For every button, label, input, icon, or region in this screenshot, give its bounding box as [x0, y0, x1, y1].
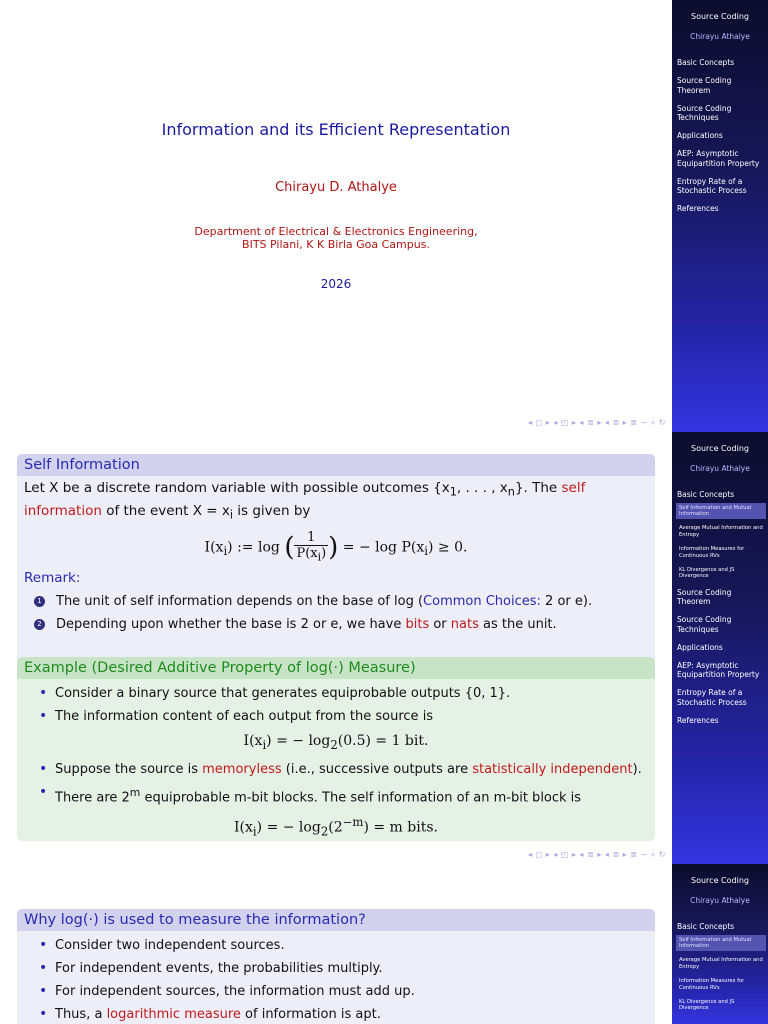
block-body: [17, 679, 655, 841]
sidebar-subitem-average-mutual-information[interactable]: Average Mutual Information and Entropy: [679, 957, 763, 970]
list-item: • The information content of each output from the source is: [24, 707, 648, 726]
sidebar-item-references[interactable]: References: [677, 204, 719, 213]
navigation-bar[interactable]: ◂ ◻ ▸ ◂ ◰ ▸ ◂ ≣ ▸ ◂ ≣ ▸ ≣ ∽ ⌕ ↻: [528, 850, 666, 859]
highlight-statistically-independent: statistically independent: [472, 761, 633, 777]
sidebar-item-basic-concepts[interactable]: Basic Concepts: [677, 922, 735, 931]
text-span: , . . . , x: [456, 480, 508, 496]
sidebar-item-source-coding-theorem[interactable]: Source Coding Theorem: [677, 76, 732, 95]
formula-part: I(x: [243, 733, 263, 749]
self-information-slide: [0, 432, 768, 864]
example-formula-2: [24, 811, 648, 841]
text-span: as the unit.: [478, 616, 557, 632]
sidebar-subitem-self-information[interactable]: Self Information and Mutual Information: [676, 503, 766, 520]
formula-part: ) ≥ 0.: [427, 539, 468, 556]
sidebar: [672, 0, 768, 432]
text-span: of information is apt.: [240, 1007, 381, 1022]
list-item: [24, 592, 648, 611]
navigation-bar[interactable]: ◂ ◻ ▸ ◂ ◰ ▸ ◂ ≣ ▸ ◂ ≣ ▸ ≣ ∽ ⌕ ↻: [528, 418, 666, 427]
formula-part: = − log P(x: [342, 539, 425, 556]
text-span: Suppose the source is: [55, 761, 203, 777]
sidebar-course-title[interactable]: Source Coding: [691, 876, 749, 885]
block-title: Self Information: [17, 454, 655, 476]
institute: [0, 225, 672, 251]
highlight-nats: nats: [450, 616, 479, 632]
example-list: [24, 684, 648, 726]
author-name: Chirayu D. Athalye: [275, 180, 397, 195]
highlight-common-choices: Common Choices:: [423, 593, 541, 609]
block-body: [17, 931, 655, 1024]
superscript: −m: [342, 815, 364, 830]
slide-content: [0, 432, 672, 864]
formula-part: (2: [328, 819, 343, 836]
list-item: [24, 783, 648, 807]
institute-line-1: Department of Electrical & Electronics Engineering,: [194, 225, 478, 238]
sidebar-course-title[interactable]: Source Coding: [691, 444, 749, 453]
highlight-memoryless: memoryless: [202, 761, 282, 777]
formula-part: P(x: [296, 546, 318, 562]
subscript: i: [317, 550, 322, 564]
formula-part: I(x: [204, 539, 224, 556]
sidebar-subsection-list: [677, 935, 766, 1014]
sidebar-course-title[interactable]: Source Coding: [691, 12, 749, 21]
sidebar-item-source-coding-techniques[interactable]: Source Coding Techniques: [677, 103, 732, 122]
formula-part: (0.5) = 1 bit.: [337, 733, 429, 749]
number-bullet-icon: 2: [34, 619, 45, 630]
denominator: [294, 546, 328, 565]
sidebar-item-aep[interactable]: AEP: Asymptotic Equipartition Property: [677, 149, 760, 168]
subscript: 2: [330, 737, 338, 752]
list-item: • For independent events, the probabilities multiply.: [24, 959, 648, 978]
presentation-date: 2026: [320, 277, 352, 291]
example-list: [24, 760, 648, 807]
sidebar-subitem-kl-divergence[interactable]: KL Divergence and JS Divergence: [679, 566, 735, 580]
remark-heading: Remark:: [24, 569, 81, 586]
formula-part: ): [321, 546, 327, 562]
definition-text: [24, 479, 648, 524]
sidebar-section-list: [677, 922, 766, 1020]
sidebar-item-entropy-rate[interactable]: Entropy Rate of a Stochastic Process: [677, 176, 747, 195]
text-span: 2 or e).: [540, 593, 593, 609]
left-paren: (: [284, 532, 295, 563]
text-span: There are 2: [55, 790, 130, 806]
right-paren: ): [328, 532, 339, 563]
sidebar-subitem-average-mutual-information[interactable]: Average Mutual Information and Entropy: [679, 525, 763, 538]
sidebar-author[interactable]: Chirayu Athalye: [690, 464, 750, 473]
why-log-block: [17, 909, 655, 1024]
self-information-block: [17, 454, 655, 678]
example-formula-1: [24, 730, 648, 756]
block-title: Why log(·) is used to measure the information?: [17, 909, 655, 931]
sidebar-item-basic-concepts[interactable]: Basic Concepts: [677, 58, 735, 67]
text-span: }. The: [514, 480, 562, 496]
sidebar-section-list: [677, 58, 766, 222]
sidebar-subitem-kl-divergence[interactable]: KL Divergence and JS Divergence: [679, 998, 735, 1012]
highlight-self-information: self information: [24, 480, 586, 519]
formula-part: ) := log: [227, 539, 280, 556]
sidebar-item-references[interactable]: References: [677, 715, 719, 725]
title-slide: [0, 0, 768, 432]
text-span: equiprobable m-bit blocks. The self information of an m-bit block is: [140, 790, 582, 806]
sidebar-item-basic-concepts[interactable]: Basic Concepts: [677, 490, 735, 499]
subscript: 2: [320, 824, 329, 839]
numerator: 1: [294, 530, 328, 546]
sidebar-item-entropy-rate[interactable]: Entropy Rate of a Stochastic Process: [677, 688, 747, 707]
subscript: 1: [449, 485, 457, 499]
highlight-bits: bits: [405, 616, 430, 632]
self-information-formula: [24, 530, 648, 565]
superscript: m: [129, 785, 141, 799]
text-span: ).: [632, 761, 642, 777]
sidebar-item-aep[interactable]: AEP: Asymptotic Equipartition Property: [677, 660, 760, 680]
sidebar-author[interactable]: Chirayu Athalye: [690, 32, 750, 41]
subscript: n: [507, 485, 515, 499]
formula-part: I(x: [234, 819, 253, 836]
text-span: of the event X = x: [101, 502, 230, 519]
sidebar-item-source-coding-theorem[interactable]: Source Coding Theorem: [677, 587, 732, 607]
sidebar: [672, 864, 768, 1024]
why-log-list: [24, 936, 648, 1024]
sidebar-subitem-continuous-rvs[interactable]: Information Measures for Continuous RVs: [679, 978, 745, 991]
sidebar-subsection-list: [677, 503, 766, 582]
remark-list: [24, 592, 648, 634]
sidebar-item-applications[interactable]: Applications: [677, 642, 723, 652]
subscript: i: [229, 508, 233, 522]
why-log-slide: [0, 864, 768, 1024]
list-item: [24, 615, 648, 634]
institute-line-2: BITS Pilani, K K Birla Goa Campus.: [242, 238, 430, 251]
text-span: Depending upon whether the base is 2 or e, we have: [56, 616, 406, 632]
example-block: [17, 657, 655, 841]
subscript: i: [252, 824, 257, 839]
subscript: i: [223, 544, 228, 559]
block-body: [17, 476, 655, 644]
formula-part: ) = − log: [256, 819, 321, 836]
slide-content: [0, 864, 672, 1024]
sidebar-subitem-continuous-rvs[interactable]: Information Measures for Continuous RVs: [679, 546, 745, 559]
text-span: Thus, a: [55, 1007, 107, 1022]
slide-content: [0, 0, 672, 432]
list-item: • Consider a binary source that generates equiprobable outputs {0, 1}.: [24, 684, 648, 703]
number-bullet-icon: 1: [34, 596, 45, 607]
highlight-logarithmic-measure: logarithmic measure: [106, 1007, 241, 1022]
sidebar-item-applications[interactable]: Applications: [677, 131, 723, 140]
subscript: i: [262, 737, 267, 752]
list-item: • Consider two independent sources.: [24, 936, 648, 955]
formula-part: ) = − log: [266, 733, 331, 749]
list-item: [24, 760, 648, 779]
sidebar: [672, 432, 768, 864]
list-item: • For independent sources, the information must add up.: [24, 982, 648, 1001]
text-span: or: [429, 616, 451, 632]
text-span: Let X be a discrete random variable with possible outcomes {x: [24, 480, 450, 496]
sidebar-item-source-coding-techniques[interactable]: Source Coding Techniques: [677, 615, 732, 634]
text-span: (i.e., successive outputs are: [281, 761, 473, 777]
sidebar-author[interactable]: Chirayu Athalye: [690, 896, 750, 905]
fraction: [294, 530, 328, 565]
text-span: is given by: [232, 502, 311, 519]
presentation-title: Information and its Efficient Representation: [161, 120, 511, 139]
sidebar-section-list: [677, 490, 766, 734]
formula-part: ) = m bits.: [363, 819, 438, 836]
list-item: [24, 1005, 648, 1024]
sidebar-subitem-self-information[interactable]: Self Information and Mutual Information: [676, 935, 766, 952]
subscript: i: [424, 544, 428, 559]
block-title: Example (Desired Additive Property of log(·) Measure): [17, 657, 655, 679]
text-span: The unit of self information depends on the base of log (: [56, 593, 424, 609]
